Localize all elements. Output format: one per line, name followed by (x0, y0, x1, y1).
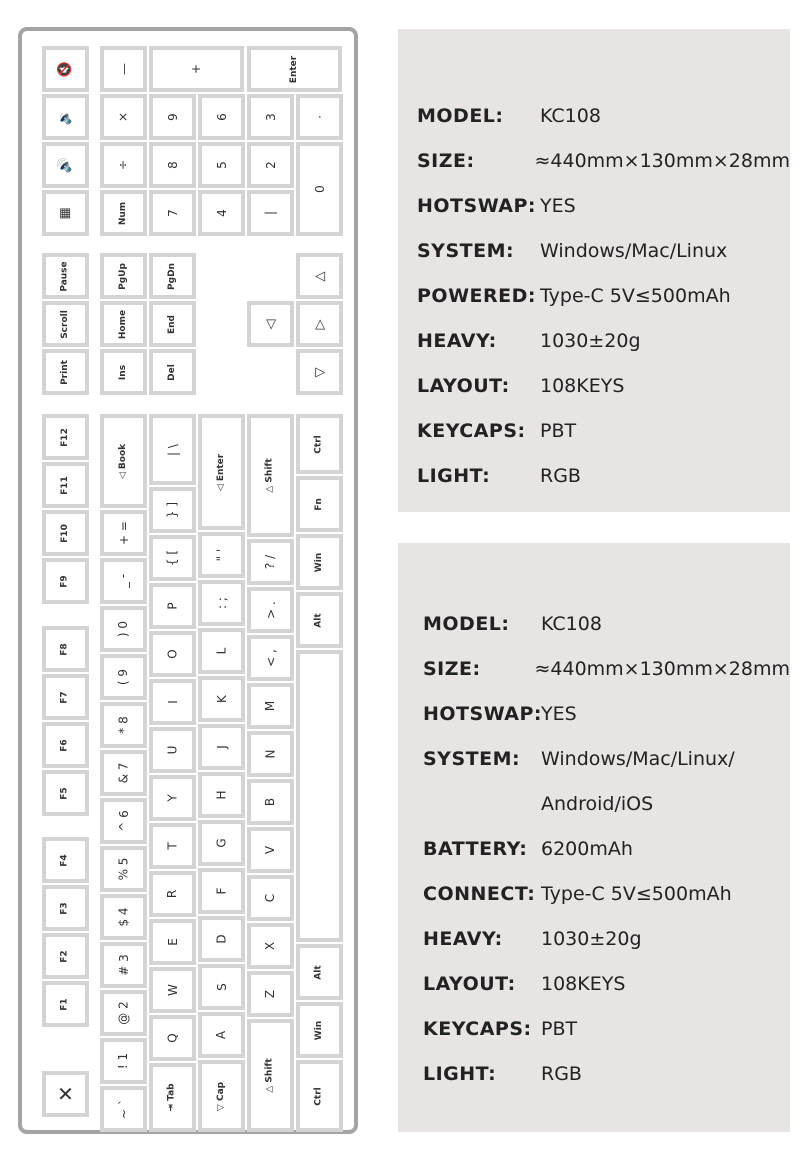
key-label: ^ 6 (116, 810, 131, 832)
key-label: X (263, 941, 278, 951)
spec-row (417, 273, 790, 318)
key-dash (100, 558, 147, 604)
key-v (247, 827, 294, 873)
key-2 (100, 990, 147, 1036)
key-numpad-3 (247, 94, 294, 140)
key-right-ctrl (296, 414, 343, 474)
key-label: < , (263, 649, 278, 667)
key-label: O (165, 649, 180, 659)
key-label: · (312, 115, 327, 119)
key-left-win (296, 1002, 343, 1058)
key-comma (247, 635, 294, 681)
spec-row (417, 183, 790, 228)
key-1 (100, 1038, 147, 1084)
key-label: $ 4 (116, 907, 131, 927)
key-f8 (42, 626, 89, 672)
key-pgdn (149, 253, 196, 299)
key-label: | (263, 210, 278, 216)
key-numpad-minus (100, 46, 147, 92)
key-label: F10 (60, 523, 70, 543)
key-f12 (42, 414, 89, 460)
spec-value: YES (541, 702, 577, 725)
key-label: ÷ (116, 159, 131, 171)
key-numpad-2 (247, 142, 294, 188)
key-h (198, 772, 245, 818)
key-label: F9 (59, 574, 70, 588)
key-backslash (149, 414, 196, 485)
spec-value: RGB (540, 464, 581, 487)
key-n (247, 731, 294, 777)
key-numpad-7 (149, 190, 196, 236)
key-left-alt (296, 944, 343, 1000)
key-f4 (42, 837, 89, 883)
key-label: W (165, 984, 180, 996)
key-caps (198, 1060, 245, 1132)
spec-value: ≈440mm×130mm×28mm (534, 149, 790, 172)
key-volume-up (42, 142, 89, 188)
key-label: ? / (263, 554, 278, 570)
key-label: F12 (60, 427, 70, 447)
key-label: Home (117, 309, 128, 339)
key-rbracket (149, 487, 196, 533)
spec-value: 108KEYS (540, 374, 625, 397)
key-label: # 3 (116, 954, 131, 976)
key-d (198, 916, 245, 962)
spec-key: HOTSWAP: (423, 702, 543, 725)
spec-row (417, 138, 790, 183)
key-label: * 8 (116, 716, 131, 734)
key-i (149, 679, 196, 725)
keyboard-diagram (18, 27, 358, 1134)
key-left-shift (247, 1019, 294, 1132)
key-label: PgUp (117, 262, 128, 290)
key-esc (42, 1071, 89, 1117)
arrow-right-icon: ▷ (312, 319, 327, 329)
key-o (149, 631, 196, 677)
key-label: J (214, 745, 229, 749)
key-numpad-multiply (100, 94, 147, 140)
key-label: 2 (263, 161, 278, 169)
key-lbracket (149, 535, 196, 581)
spec-row (423, 736, 790, 781)
spec-row (423, 1006, 790, 1051)
key-label: Q (165, 1033, 180, 1043)
key-numpad-5 (198, 142, 245, 188)
key-label: _ - (116, 573, 131, 589)
spec-row (423, 826, 790, 871)
key-z (247, 971, 294, 1017)
key-label: Ctrl (314, 1086, 324, 1106)
key-label: 7 (165, 209, 180, 217)
key-enter (198, 414, 245, 530)
spec-panel-wireless (398, 543, 790, 1132)
key-print (42, 349, 89, 395)
spec-key: LAYOUT: (417, 374, 510, 397)
key-k (198, 676, 245, 722)
key-numpad-1 (247, 190, 294, 236)
key-label: ! 1 (116, 1052, 131, 1070)
key-label: ) 0 (116, 620, 131, 638)
key-label: E (165, 938, 180, 946)
spec-value: PBT (541, 1017, 578, 1040)
key-label: + (189, 63, 204, 75)
key-j (198, 724, 245, 770)
key-label: 6 (214, 113, 229, 121)
key-label: F4 (59, 853, 70, 867)
key-b (247, 779, 294, 825)
key-slash (247, 539, 294, 585)
key-numlock (100, 190, 147, 236)
key-label: D (214, 934, 229, 944)
spec-row (417, 93, 790, 138)
key-numpad-4 (198, 190, 245, 236)
key-s (198, 964, 245, 1010)
spec-value: KC108 (540, 104, 601, 127)
key-label: + = (116, 521, 131, 545)
key-r (149, 871, 196, 917)
key-label: 3 (263, 113, 278, 121)
spec-row (423, 916, 790, 961)
key-quote (198, 532, 245, 578)
key-label: : ; (214, 597, 229, 609)
key-label: M (263, 700, 278, 712)
spec-value: PBT (540, 419, 577, 442)
key-5 (100, 846, 147, 892)
key-label: × (116, 111, 131, 123)
spec-key: KEYCAPS: (423, 1017, 532, 1040)
key-label: ▽ Cap (216, 1081, 226, 1111)
key-right-shift (247, 414, 294, 537)
key-label: R (165, 889, 180, 899)
spec-row (423, 646, 790, 691)
key-arrow-left (247, 301, 294, 347)
key-8 (100, 702, 147, 748)
key-l (198, 628, 245, 674)
key-label: Ins (118, 364, 128, 380)
key-label: 5 (214, 161, 229, 169)
spec-key: KEYCAPS: (417, 419, 526, 442)
key-label: P (165, 602, 180, 610)
spec-key: SIZE: (423, 657, 481, 680)
spec-key: CONNECT: (423, 882, 536, 905)
key-label: F5 (59, 786, 70, 800)
key-label: Enter (289, 55, 299, 83)
spec-key: LAYOUT: (423, 972, 516, 995)
key-end (149, 301, 196, 347)
key-label: Win (313, 552, 324, 572)
key-label: 9 (165, 113, 180, 121)
spec-key: LIGHT: (423, 1062, 497, 1085)
key-3 (100, 942, 147, 988)
key-0 (100, 606, 147, 652)
key-numpad-dot (296, 94, 343, 140)
key-label: T (165, 842, 180, 850)
key-label: A (214, 1030, 229, 1040)
spec-value: ≈440mm×130mm×28mm (534, 657, 790, 680)
key-label: Print (60, 359, 70, 385)
key-f11 (42, 462, 89, 508)
key-label: K (214, 695, 229, 703)
key-6 (100, 798, 147, 844)
key-label: F6 (59, 738, 70, 752)
key-label: ~ ` (116, 1099, 131, 1119)
spec-row (423, 871, 790, 916)
spec-key: BATTERY: (423, 837, 528, 860)
spec-value: RGB (541, 1062, 582, 1085)
key-f10 (42, 510, 89, 556)
key-label: } ] (165, 501, 180, 519)
key-numpad-divide (100, 142, 147, 188)
key-label: Fn (314, 497, 324, 511)
spec-value: Android/iOS (541, 792, 654, 815)
key-pgup (100, 253, 147, 299)
key-c (247, 875, 294, 921)
key-label: — (116, 63, 131, 75)
key-right-win (296, 534, 343, 590)
key-arrow-up (296, 253, 343, 299)
key-right-alt (296, 592, 343, 648)
key-label: 4 (214, 209, 229, 217)
key-f5 (42, 770, 89, 816)
spec-key: HEAVY: (423, 927, 503, 950)
key-label: F3 (59, 901, 70, 915)
spec-value: Type-C 5V≤500mAh (541, 882, 732, 905)
key-label: I (165, 700, 180, 704)
key-label: Alt (313, 612, 324, 628)
key-label: 0 (312, 185, 327, 193)
key-u (149, 727, 196, 773)
key-label: ◁ Book (118, 443, 128, 479)
spec-key: HEAVY: (417, 329, 497, 352)
key-home (100, 301, 147, 347)
key-label: F7 (59, 690, 70, 704)
key-m (247, 683, 294, 729)
key-label: % 5 (116, 857, 131, 881)
key-label: L (214, 647, 229, 655)
key-label: Num (117, 201, 128, 225)
key-numpad-9 (149, 94, 196, 140)
key-q (149, 1015, 196, 1061)
spec-value: YES (540, 194, 576, 217)
key-backtick (100, 1086, 147, 1132)
spec-value: KC108 (541, 612, 602, 635)
key-numpad-6 (198, 94, 245, 140)
arrow-down-icon: ▽ (312, 367, 327, 377)
key-label: PgDn (166, 262, 177, 290)
key-label: F8 (59, 642, 70, 656)
key-label: Win (313, 1020, 324, 1040)
spec-key: SYSTEM: (423, 747, 521, 770)
key-a (198, 1012, 245, 1058)
key-numpad-enter (247, 46, 342, 92)
key-label: F (214, 887, 229, 895)
key-label: ◁ Enter (216, 453, 226, 491)
spec-key: HOTSWAP: (417, 194, 537, 217)
key-label: Y (165, 794, 180, 802)
spec-value: 1030±20g (540, 329, 641, 352)
key-pause (42, 253, 89, 299)
key-volume-down (42, 94, 89, 140)
key-label: Ctrl (314, 434, 324, 454)
spec-row (417, 228, 790, 273)
key-label: ⇥ Tab (166, 1083, 177, 1112)
key-4 (100, 894, 147, 940)
key-label: F1 (59, 997, 70, 1011)
key-label: End (167, 314, 177, 334)
key-label: F2 (59, 949, 70, 963)
close-icon: ✕ (57, 1082, 74, 1106)
key-label: " ' (214, 548, 229, 562)
key-mute (42, 46, 89, 92)
spec-key: MODEL: (423, 612, 510, 635)
key-numpad-plus (149, 46, 244, 92)
key-label: N (263, 749, 278, 759)
key-calculator (42, 190, 89, 236)
key-period (247, 587, 294, 633)
key-label: | \ (165, 443, 180, 456)
key-arrow-right (296, 301, 343, 347)
key-fn (296, 476, 343, 532)
key-label: F11 (60, 475, 70, 495)
key-label: @ 2 (116, 1001, 131, 1025)
key-label: V (263, 845, 278, 855)
key-backspace (100, 414, 147, 508)
spec-row (417, 318, 790, 363)
key-7 (100, 750, 147, 796)
spec-row (423, 601, 790, 646)
key-label: △ Shift (265, 458, 275, 493)
spec-value: Type-C 5V≤500mAh (540, 284, 731, 307)
key-insert (100, 349, 147, 395)
spec-key: SIZE: (417, 149, 475, 172)
key-label: > . (263, 601, 278, 619)
key-label: S (214, 983, 229, 991)
spec-row (417, 408, 790, 453)
spec-value: 6200mAh (541, 837, 633, 860)
key-w (149, 967, 196, 1013)
spec-key: LIGHT: (417, 464, 491, 487)
key-f6 (42, 722, 89, 768)
key-label: & 7 (116, 762, 131, 784)
key-label: H (214, 790, 229, 800)
key-left-ctrl (296, 1060, 343, 1132)
arrow-up-icon: △ (312, 271, 327, 281)
spec-row (417, 363, 790, 408)
key-label: Del (166, 363, 177, 381)
key-scroll (42, 301, 89, 347)
key-g (198, 820, 245, 866)
key-t (149, 823, 196, 869)
key-label: B (263, 797, 278, 807)
key-numpad-8 (149, 142, 196, 188)
spec-value: Windows/Mac/Linux (540, 239, 728, 262)
key-numpad-0 (296, 142, 343, 236)
spec-key: POWERED: (417, 284, 536, 307)
key-f (198, 868, 245, 914)
key-label: Z (263, 989, 278, 999)
spec-panel-wired (398, 29, 790, 512)
key-f1 (42, 981, 89, 1027)
key-f2 (42, 933, 89, 979)
key-9 (100, 654, 147, 700)
spec-row (423, 781, 790, 826)
key-e (149, 919, 196, 965)
key-p (149, 583, 196, 629)
key-label: G (214, 838, 229, 848)
spec-row (417, 453, 790, 498)
key-space (296, 650, 343, 942)
volume-up-icon: 🔊 (58, 156, 73, 174)
key-delete (149, 349, 196, 395)
key-label: ( 9 (116, 668, 131, 686)
speaker-mute-icon: 🔇 (58, 60, 73, 78)
spec-key: MODEL: (417, 104, 504, 127)
key-label: Pause (59, 260, 70, 292)
key-label: △ Shift (265, 1058, 275, 1093)
key-y (149, 775, 196, 821)
spec-value: Windows/Mac/Linux/ (541, 747, 735, 770)
spec-key: SYSTEM: (417, 239, 515, 262)
arrow-left-icon: ◁ (263, 319, 278, 329)
key-f9 (42, 558, 89, 604)
key-label: { [ (165, 549, 180, 567)
key-label: C (263, 893, 278, 903)
key-semicolon (198, 580, 245, 626)
spec-value: 108KEYS (541, 972, 626, 995)
key-arrow-down (296, 349, 343, 395)
key-label: U (165, 745, 180, 755)
key-f3 (42, 885, 89, 931)
key-label: Alt (313, 964, 324, 980)
key-label: 8 (165, 161, 180, 169)
key-tab (149, 1063, 196, 1132)
spec-row (423, 691, 790, 736)
spec-value: 1030±20g (541, 927, 642, 950)
key-equal (100, 510, 147, 556)
volume-down-icon: 🔉 (58, 108, 73, 126)
key-label: Scroll (59, 309, 70, 339)
key-f7 (42, 674, 89, 720)
calculator-icon: ▦ (57, 206, 73, 220)
key-x (247, 923, 294, 969)
spec-row (423, 1051, 790, 1096)
spec-row (423, 961, 790, 1006)
